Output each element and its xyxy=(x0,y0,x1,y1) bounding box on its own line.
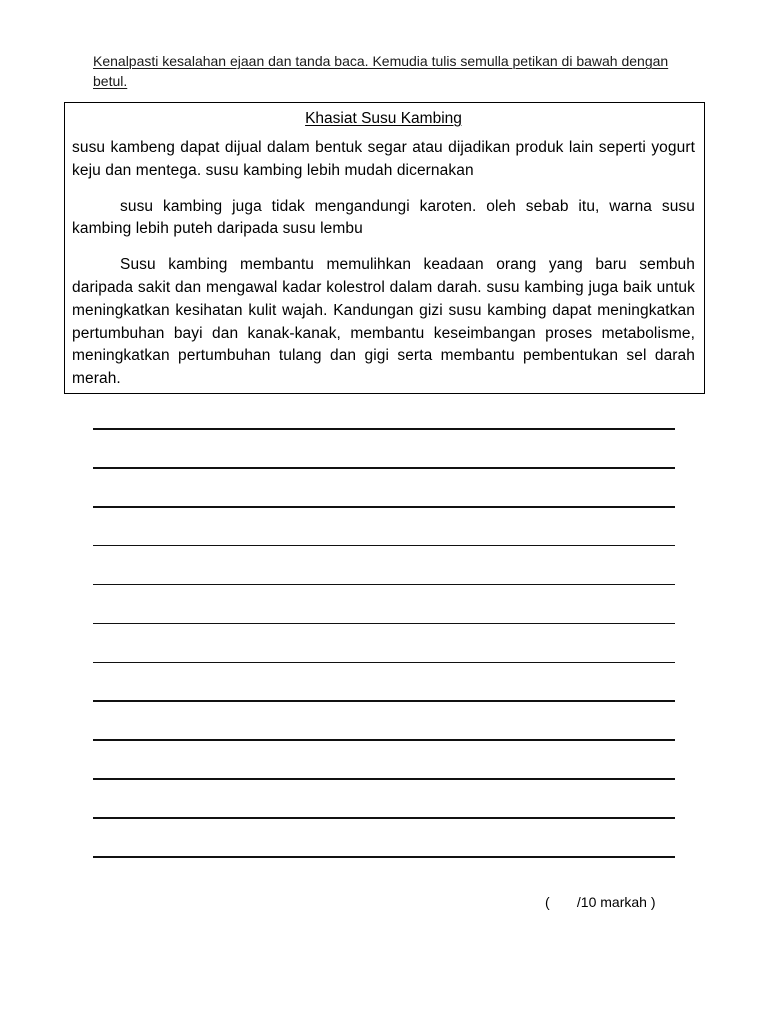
answer-line[interactable] xyxy=(93,506,675,508)
passage-paragraph-3: Susu kambing membantu memulihkan keadaan orang yang baru sembuh daripada sakit dan mengawal kadar kolestrol dalam darah. susu kambing juga baik untuk meningkatkan kesihatan kulit wajah. Kandungan gizi susu kambing dapat meningkatkan pertumbuhan bayi dan kanak-kanak, membantu keseimbangan proses metabolisme, meningkatkan pertumbuhan tulang dan gigi serta membantu pembentukan sel darah merah. xyxy=(72,256,695,388)
answer-line[interactable] xyxy=(93,817,675,819)
answer-line[interactable] xyxy=(93,739,675,741)
answer-line[interactable] xyxy=(93,545,675,546)
marks-label: ( /10 markah ) xyxy=(545,894,656,910)
answer-line[interactable] xyxy=(93,428,675,430)
passage-paragraph-1: susu kambeng dapat dijual dalam bentuk segar atau dijadikan produk lain seperti yogurt keju dan mentega. susu kambing lebih mudah dicernakan xyxy=(72,139,695,179)
answer-line[interactable] xyxy=(93,700,675,702)
passage-paragraph-2: susu kambing juga tidak mengandungi karoten. oleh sebab itu, warna susu kambing lebih puteh daripada susu lembu xyxy=(72,197,695,238)
answer-line[interactable] xyxy=(93,623,675,624)
passage-title: Khasiat Susu Kambing xyxy=(305,110,462,127)
answer-line[interactable] xyxy=(93,778,675,780)
answer-line[interactable] xyxy=(93,584,675,585)
passage-box xyxy=(64,102,705,394)
answer-line[interactable] xyxy=(93,467,675,469)
answer-line[interactable] xyxy=(93,856,675,858)
answer-line[interactable] xyxy=(93,662,675,663)
instruction-text: Kenalpasti kesalahan ejaan dan tanda baca. Kemudia tulis semulla petikan di bawah dengan betul. xyxy=(93,53,669,89)
